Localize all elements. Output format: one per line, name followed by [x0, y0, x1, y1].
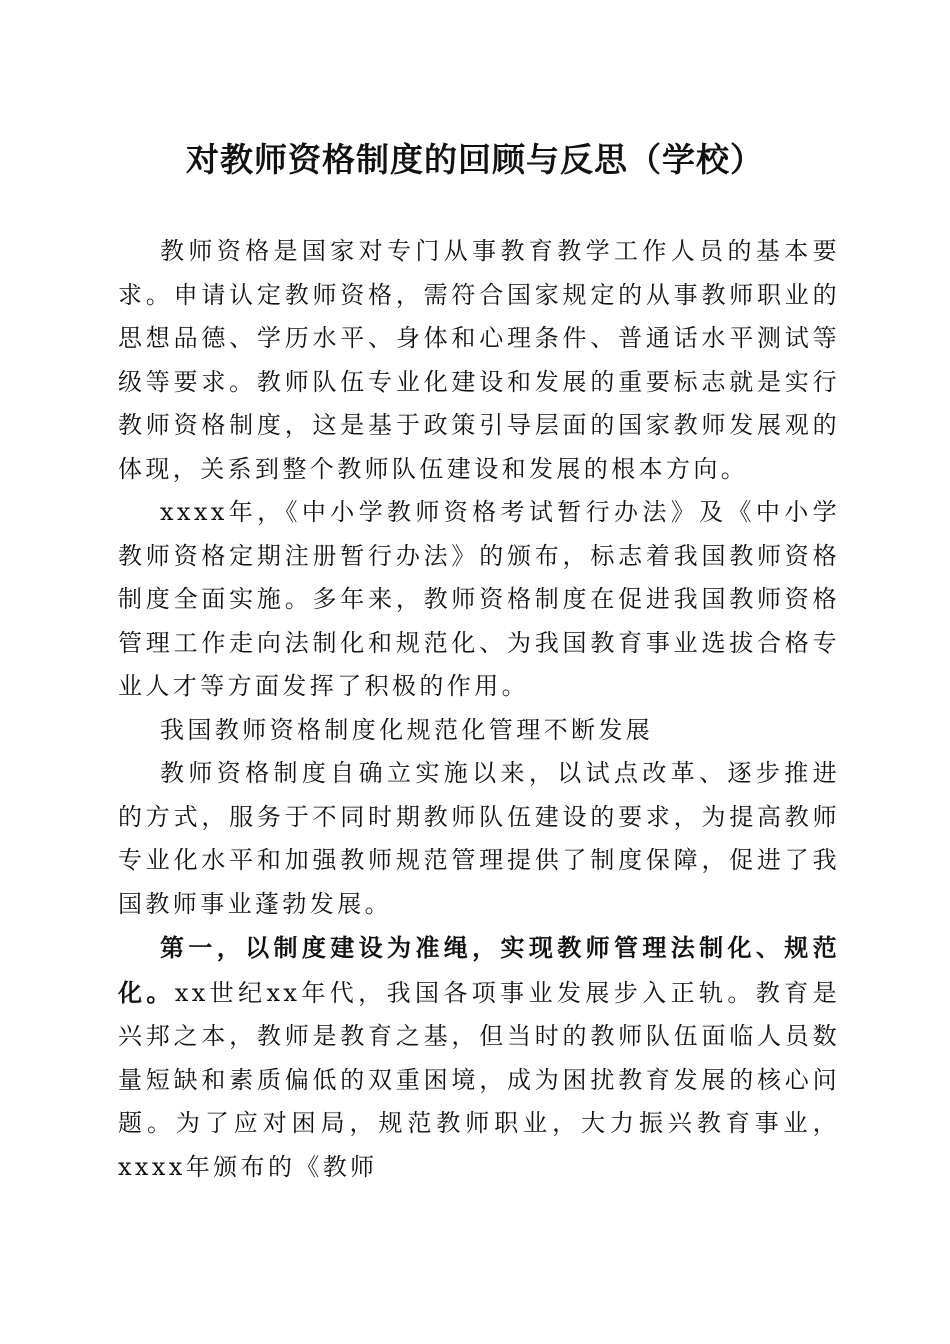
paragraph-first-point [118, 926, 840, 1189]
document-body [118, 230, 840, 1189]
paragraph-development: 教师资格制度自确立实施以来，以试点改革、逐步推进的方式，服务于不同时期教师队伍建设的要求，为提高教师专业化水平和加强教师规范管理提供了制度保障，促进了我国教师事业蓬勃发展。 [118, 759, 840, 918]
section-heading: 我国教师资格制度化规范化管理不断发展 [160, 715, 654, 744]
paragraph-intro: 教师资格是国家对专门从事教育教学工作人员的基本要求。申请认定教师资格，需符合国家规定的从事教师职业的思想品德、学历水平、身体和心理条件、普通话水平测试等级等要求。教师队伍专业化建设和发展的重要标志就是实行教师资格制度，这是基于政策引导层面的国家教师发展观的体现，关系到整个教师队伍建设和发展的根本方向。 [118, 237, 840, 483]
first-point-lead: 第一，以制度建设为准绳，实现教师管理法制化、规范化。 [118, 933, 840, 1007]
paragraph-regulations: xxxx年，《中小学教师资格考试暂行办法》及《中小学教师资格定期注册暂行办法》的颁布，标志着我国教师资格制度全面实施。多年来，教师资格制度在促进我国教师资格管理工作走向法制化和规范化、为我国教育事业选拔合格专业人才等方面发挥了积极的作用。 [118, 498, 840, 700]
document-title: 对教师资格制度的回顾与反思（学校） [186, 140, 764, 179]
first-point-text: xx世纪xx年代，我国各项事业发展步入正轨。教育是兴邦之本，教师是教育之基，但当时的教师队伍面临人员数量短缺和素质偏低的双重困境，成为困扰教育发展的核心问题。为了应对困局，规范教师职业，大力振兴教育事业，xxxx年颁布的《教师 [118, 978, 840, 1181]
